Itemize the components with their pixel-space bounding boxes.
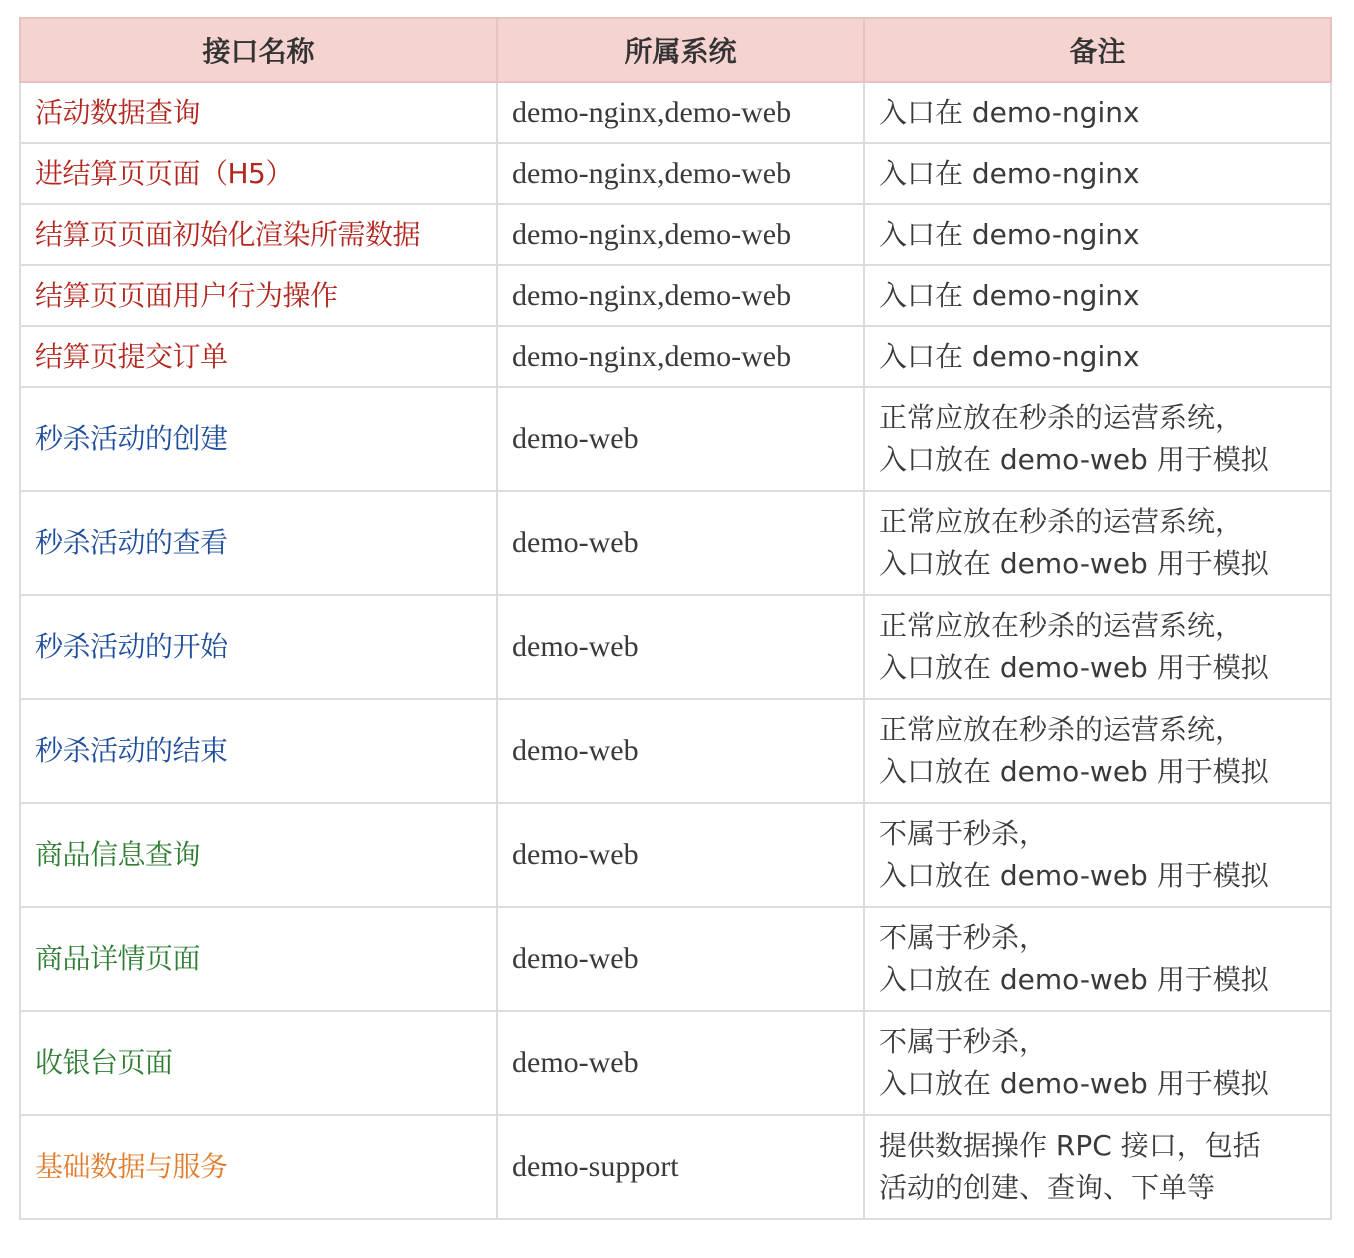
note-line: 入口放在 demo-web 用于模拟 [879, 859, 1269, 892]
system-cell: demo-nginx,demo-web [497, 265, 864, 326]
note-line: 入口放在 demo-web 用于模拟 [879, 443, 1269, 476]
table-row [20, 1115, 1331, 1219]
system-cell: demo-web [497, 1011, 864, 1115]
note-cell [864, 595, 1331, 699]
table-row [20, 699, 1331, 803]
note-cell [864, 491, 1331, 595]
note-cell [864, 803, 1331, 907]
interface-name-cell: 商品信息查询 [20, 803, 497, 907]
interface-name-cell: 活动数据查询 [20, 82, 497, 143]
system-cell: demo-nginx,demo-web [497, 204, 864, 265]
interface-name-cell: 基础数据与服务 [20, 1115, 497, 1219]
interface-name-cell: 秒杀活动的查看 [20, 491, 497, 595]
note-cell [864, 204, 1331, 265]
table-row [20, 82, 1331, 143]
table-header-row [20, 18, 1331, 82]
note-line: 不属于秒杀， [879, 1025, 1048, 1058]
table-row [20, 265, 1331, 326]
table-row [20, 907, 1331, 1011]
table-row [20, 803, 1331, 907]
note-line: 活动的创建、查询、下单等 [879, 1171, 1216, 1204]
note-line: 正常应放在秒杀的运营系统， [879, 505, 1244, 538]
note-line: 入口在 demo-nginx [879, 156, 1140, 190]
note-cell [864, 143, 1331, 204]
note-line: 入口在 demo-nginx [879, 217, 1140, 251]
note-line: 入口放在 demo-web 用于模拟 [879, 1067, 1269, 1100]
note-line: 不属于秒杀， [879, 817, 1048, 850]
interface-name-cell: 秒杀活动的结束 [20, 699, 497, 803]
interface-name-cell: 收银台页面 [20, 1011, 497, 1115]
interface-name-cell: 商品详情页面 [20, 907, 497, 1011]
note-line: 入口在 demo-nginx [879, 95, 1140, 129]
system-cell: demo-nginx,demo-web [497, 143, 864, 204]
interface-name-cell: 进结算页页面（H5） [20, 143, 497, 204]
note-cell [864, 699, 1331, 803]
note-cell [864, 326, 1331, 387]
interface-name-cell: 结算页页面初始化渲染所需数据 [20, 204, 497, 265]
system-cell: demo-web [497, 387, 864, 491]
note-line: 入口放在 demo-web 用于模拟 [879, 963, 1269, 996]
table-row [20, 204, 1331, 265]
header-note: 备注 [864, 18, 1331, 82]
note-line: 正常应放在秒杀的运营系统， [879, 609, 1244, 642]
note-line: 不属于秒杀， [879, 921, 1048, 954]
interface-name-cell: 结算页提交订单 [20, 326, 497, 387]
system-cell: demo-support [497, 1115, 864, 1219]
table-row [20, 595, 1331, 699]
system-cell: demo-web [497, 699, 864, 803]
note-cell [864, 265, 1331, 326]
system-cell: demo-nginx,demo-web [497, 326, 864, 387]
system-cell: demo-web [497, 595, 864, 699]
table-row [20, 143, 1331, 204]
note-line: 提供数据操作 RPC 接口，包括 [879, 1129, 1261, 1162]
system-cell: demo-nginx,demo-web [497, 82, 864, 143]
note-cell [864, 387, 1331, 491]
table-row [20, 387, 1331, 491]
note-line: 入口放在 demo-web 用于模拟 [879, 547, 1269, 580]
note-line: 入口放在 demo-web 用于模拟 [879, 755, 1269, 788]
interface-table [19, 17, 1332, 1220]
system-cell: demo-web [497, 907, 864, 1011]
note-line: 入口在 demo-nginx [879, 339, 1140, 373]
note-line: 入口在 demo-nginx [879, 278, 1140, 312]
table-row [20, 326, 1331, 387]
header-system: 所属系统 [497, 18, 864, 82]
note-cell [864, 1011, 1331, 1115]
note-line: 入口放在 demo-web 用于模拟 [879, 651, 1269, 684]
note-cell [864, 1115, 1331, 1219]
note-cell [864, 907, 1331, 1011]
header-interface-name: 接口名称 [20, 18, 497, 82]
note-line: 正常应放在秒杀的运营系统， [879, 713, 1244, 746]
interface-name-cell: 结算页页面用户行为操作 [20, 265, 497, 326]
note-cell [864, 82, 1331, 143]
system-cell: demo-web [497, 803, 864, 907]
table-row [20, 491, 1331, 595]
interface-name-cell: 秒杀活动的开始 [20, 595, 497, 699]
table-row [20, 1011, 1331, 1115]
interface-table-container [19, 17, 1330, 1220]
system-cell: demo-web [497, 491, 864, 595]
table-body [20, 82, 1331, 1219]
interface-name-cell: 秒杀活动的创建 [20, 387, 497, 491]
note-line: 正常应放在秒杀的运营系统， [879, 401, 1244, 434]
